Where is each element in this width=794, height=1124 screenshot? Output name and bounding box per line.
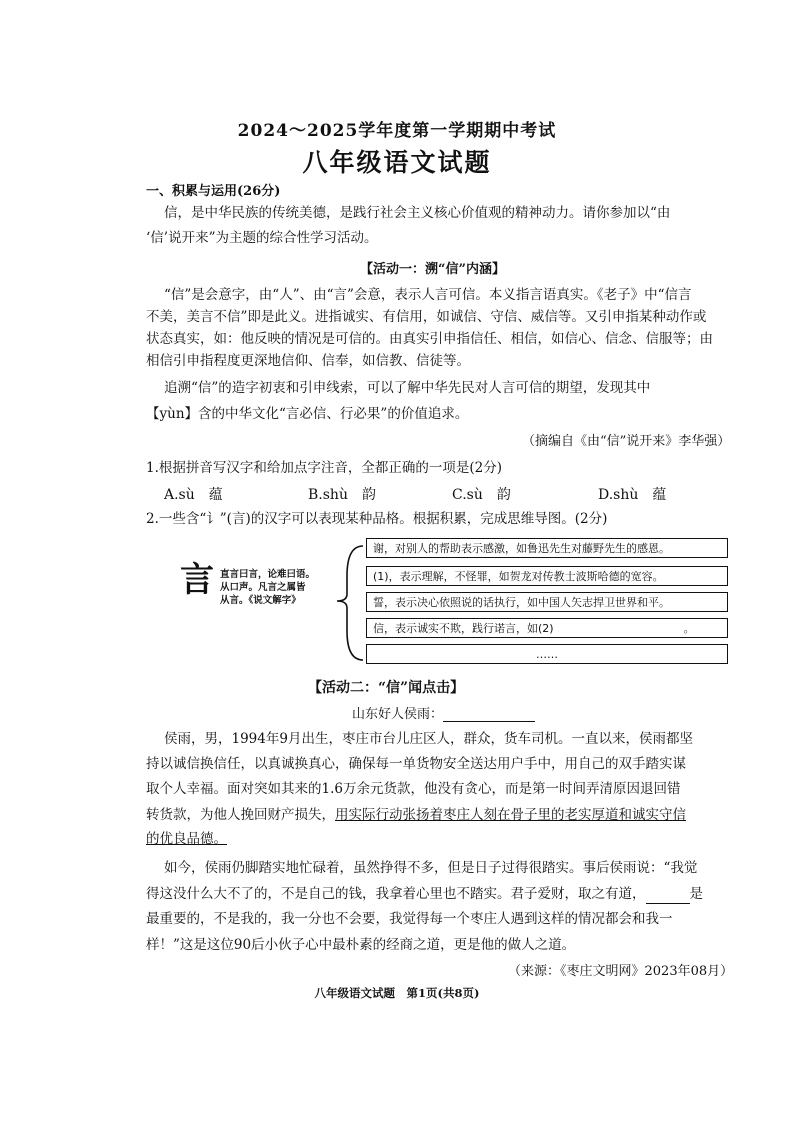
yan-character: 言 (180, 560, 214, 600)
mindmap-box: 谢，对别人的帮助表示感激，如鲁迅先生对藤野先生的感恩。 (366, 538, 728, 558)
activity1-source: （摘编自《由“信”说开来》李华强） (522, 434, 731, 449)
q1-option-a[interactable]: A.sù 蕴 (164, 487, 223, 503)
paragraph-line: 追溯“信”的造字初衷和引申线索，可以了解中华先民对人言可信的期望，发现其中 (164, 380, 651, 396)
mindmap-brace (325, 536, 370, 666)
paragraph-line (146, 805, 686, 825)
paragraph-text: 是 (689, 886, 703, 902)
shuowen-line: 从口声。凡言之属皆 (220, 582, 306, 593)
q1-option-c[interactable]: C.sù 韵 (452, 487, 511, 503)
activity2-source: （来源：《枣庄文明网》2023年08月） (508, 964, 734, 979)
paragraph-line: 取个人幸福。面对突如其来的1.6万余元货款，他没有贪心，而是第一时间弄清原因退回错 (146, 781, 681, 797)
exam-title: 2024～2025学年度第一学期期中考试 (237, 121, 557, 141)
paragraph-line: 持以诚信换信任，以真诚换真心，确保每一单货物安全送达用户手中，用自己的双手踏实谋 (146, 756, 686, 772)
mindmap-box: 誓，表示决心依照说的话执行，如中国人矢志捍卫世界和平。 (366, 592, 728, 612)
intro-line: 信，是中华民族的传统美德，是践行社会主义核心价值观的精神动力。请你参加以“由 (164, 205, 671, 221)
q1-options (0, 484, 794, 504)
q2-stem: 2.一些含“讠”(言)的汉字可以表现某种品格。根据积累，完成思维导图。(2分) (146, 511, 608, 527)
news-subtitle-text: 山东好人侯雨： (352, 707, 444, 722)
mindmap-box: …… (366, 644, 728, 664)
mindmap-box: (1)，表示理解，不怪罪，如贺龙对传教士波斯哈德的宽容。 (366, 566, 728, 586)
mindmap-box-text: 信，表示诚实不欺，践行诺言，如(2) (373, 622, 554, 635)
paragraph-line: 如今，侯雨仍脚踏实地忙碌着，虽然挣得不多，但是日子过得很踏实。事后侯雨说：“我觉 (164, 860, 698, 876)
shuowen-quote (220, 568, 315, 607)
answer-blank-2[interactable] (554, 624, 684, 638)
paragraph-line: 不美，美言不信”即是此义。进指诚实、有信用，如诚信、守信、威信等。又引申指某种动作或 (146, 309, 707, 325)
shuowen-line: 从言。《说文解字》 (220, 595, 301, 606)
intro-line: ‘信’说开来”为主题的综合性学习活动。 (146, 230, 378, 246)
paragraph-line: 最重要的，不是我的，我一分也不会要，我觉得每一个枣庄人遇到这样的情况都会和我一 (146, 911, 673, 927)
mindmap-box-answer[interactable]: 信，表示诚实不欺，践行诺言，如(2) 。 (366, 618, 728, 638)
news-subtitle (352, 703, 535, 722)
underlined-sentence: 用实际行动张扬着枣庄人刻在骨子里的老实厚道和诚实守信 (335, 807, 686, 823)
underlined-sentence: 的优良品德。 (146, 831, 227, 847)
activity2-heading: 【活动二：“信”闻点击】 (308, 680, 465, 696)
q1-stem: 1.根据拼音写汉字和给加点字注音，全都正确的一项是(2分) (146, 460, 503, 476)
activity1-heading: 【活动一：溯“信”内涵】 (360, 262, 505, 277)
title-blank[interactable] (443, 707, 535, 722)
shuowen-line: 直言曰言，论难曰语。 (220, 569, 316, 580)
q1-option-d[interactable]: D.shù 蕴 (598, 487, 667, 503)
page-footer: 八年级语文试题 第1页(共8页) (314, 986, 480, 1000)
paragraph-text: 得这没什么大不了的，不是自己的钱，我拿着心里也不踏实。君子爱财，取之有道， (146, 886, 646, 902)
paragraph-line: 样！”这是这位90后小伙子心中最朴素的经商之道，更是他的做人之道。 (146, 937, 576, 953)
paragraph-line: “信”是会意字，由“人”、由“言”会意，表示人言可信。本义指言语真实。《老子》中“信言 (164, 287, 692, 303)
paragraph-line: 相信引申指程度更深地信仰、信奉，如信教、信徒等。 (146, 353, 470, 369)
q1-option-b[interactable]: B.shù 韵 (308, 487, 376, 503)
paragraph-line: 【yùn】含的中华文化“言必信、行必果”的价值追求。 (146, 406, 469, 422)
paragraph-line: 状态真实，如：他反映的情况是可信的。由真实引申指信任、相信，如信心、信念、信服等；由 (146, 331, 713, 347)
paragraph-line (146, 884, 703, 904)
paragraph-line: 侯雨，男，1994年9月出生，枣庄市台儿庄区人，群众，货车司机。一直以来，侯雨都坚 (164, 731, 693, 747)
paper-title: 八年级语文试题 (302, 148, 492, 177)
paragraph-text: 转货款，为他人挽回财产损失， (146, 807, 335, 823)
quote-blank[interactable] (646, 889, 690, 904)
section-heading: 一、积累与运用(26分) (146, 184, 281, 199)
